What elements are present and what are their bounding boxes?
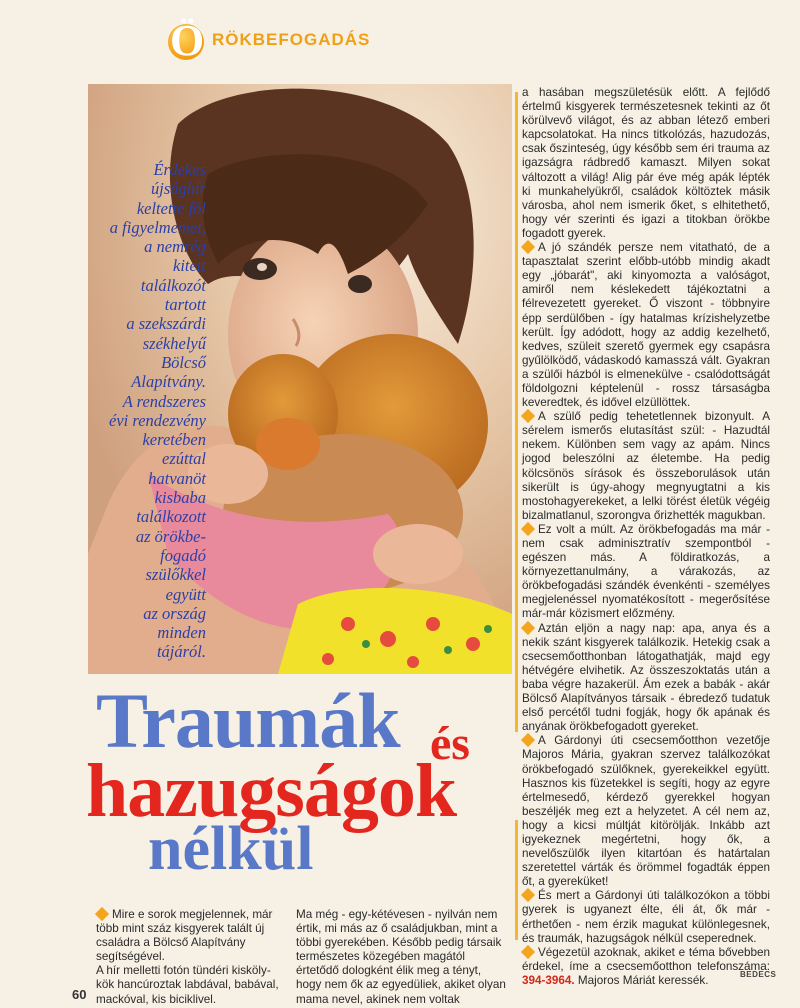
header-initial: Ö <box>170 16 205 65</box>
intro-line: Érdekes <box>153 160 206 179</box>
paragraph <box>522 410 770 523</box>
intro-line: keretében <box>142 430 206 450</box>
intro-line: találkozott <box>136 507 206 527</box>
intro-line: az ország <box>143 603 206 623</box>
intro-line: Bölcső <box>161 352 206 372</box>
paragraph-text: A jó szándék persze nem vitatható, de a tapasztalat szerint előbb-utóbb mindig akadt egy „jóbarát", aki kinyomozta a valóságot, amiről nem késlekedett tájékoztatni a félrevezetett gyereket. Ő viszont - többnyire épp serdülőben - így hatalmas krízishelyzetbe került. Így adódott, hogy az addig kezelhető, kedves, szüleit szerető gyermek egy csapásra gyűlölködő, vádaskodó kamasszá vált. Gyakran a szülői házból is elmenekülve - csalódottságát földolgozni képtelenül - rossz társaságba keveredtek, és idővel elzüllöttek. <box>522 241 770 410</box>
title-line-3: hazugságok <box>86 749 457 833</box>
intro-line: minden <box>157 623 206 643</box>
paragraph <box>522 734 770 889</box>
paragraph <box>522 622 770 735</box>
intro-line: évi rendezvény <box>109 410 206 430</box>
photo-credit: BEDECS <box>740 970 777 979</box>
intro-line: Alapítvány. <box>131 372 206 392</box>
intro-line: újsághír <box>150 179 206 199</box>
diamond-bullet-icon <box>521 409 535 423</box>
paragraph-text: Aztán eljön a nagy nap: apa, anya és a nekik szánt kisgyerek találkozik. Hetekig csak a csecsemőotthonban látogathatják, majd egy hétvégére elvihetik. Az összeszoktatás után a baba végre hazakerül. Ám ezek a babák - akár Bölcső Alapítványos társaik - ébredező tudatuk első percétől tudni fogják, hogy ők apának és anyának örökbefogadott gyereket. <box>522 621 770 734</box>
diamond-bullet-icon <box>521 240 535 254</box>
intro-line: hatvanöt <box>148 468 206 488</box>
intro-line: A rendszeres <box>122 391 206 411</box>
intro-line: találkozót <box>140 275 206 295</box>
intro-line: tájáról. <box>156 642 206 662</box>
intro-line: együtt <box>165 584 206 604</box>
paragraph-text: A Gárdonyi úti csecsemőotthon vezetője Majoros Mária, gyakran szervez találkozókat örökbefogadó szülőknek, gyerekeikkel együtt. Hasznos kis füzetekkel is segíti, hogy az egyre értelmesedő, kérdező gyerekkel hogyan beszéljék meg ezt a helyzetet. A cél nem az, hogy a kicsi múltját kitörölják. Inkább azt igyekeznek megértetni, hogy ők, a nevelőszülők ilyen kitartóan és határtalan szeretettel várták és örömmel fogadták éppen őt, a gyereküket! <box>522 734 770 889</box>
column-divider <box>515 92 518 732</box>
intro-lead-text <box>96 160 206 662</box>
paragraph-text: Ez volt a múlt. Az örökbefogadás ma már - nem csak adminisztratív szempontból - egészen más. A földiratkozás, a környezettanulmány, a várakozás, az örökbefogadási szándék évenkénti - személyes megjelenéssel nyomatékosított - megerősítése már-már közismert előzmény. <box>522 522 770 621</box>
page-number: 60 <box>72 987 87 1002</box>
paragraph-text: Végezetül azoknak, akiket e téma bővebben érdekel, íme a csecsemőotthon telefonszáma: <box>522 945 770 973</box>
intro-line: kitett <box>173 256 206 276</box>
intro-line: székhelyű <box>142 333 206 353</box>
paragraph <box>522 946 770 988</box>
bottom-middle-column <box>296 908 508 1007</box>
bottom-left-column <box>96 908 280 1007</box>
right-text-column <box>522 86 770 988</box>
diamond-bullet-icon <box>521 945 535 959</box>
title-line-2: és <box>430 717 470 770</box>
intro-line: kisbaba <box>154 488 206 508</box>
paragraph <box>522 523 770 622</box>
diamond-bullet-icon <box>521 888 535 902</box>
column-divider <box>515 820 518 940</box>
paragraph <box>522 889 770 945</box>
phone-number: 394-3964. <box>522 973 575 987</box>
intro-line: tartott <box>164 295 206 315</box>
paragraph-text: A szülő pedig tehetetlennek bizonyult. A sérelem ismerős elutasítást szül: - Hazudtál nekem. Különben sem vagy az apám. Nincs jogod beleszólni az életembe. Ha pedig kölcsönös sírások és összeborulások után sikerült is úgy-ahogy megnyugtatni a kis mostohagyerekeket, a lelki törést életük végéig bizalmatlanul, szorongva őrizhették magukban. <box>522 410 770 522</box>
diamond-bullet-icon <box>521 733 535 747</box>
title-line-4: nélkül <box>148 815 314 883</box>
intro-line: ezúttal <box>162 449 206 469</box>
intro-line: keltette föl <box>136 198 206 218</box>
intro-line: a figyelmemet, <box>109 217 206 237</box>
intro-line: szülőkkel <box>145 565 206 585</box>
diamond-bullet-icon <box>521 522 535 536</box>
paragraph-text: Majoros Máriát keressék. <box>577 973 709 987</box>
header-text: RÖKBEFOGADÁS <box>212 30 371 49</box>
diamond-bullet-icon <box>95 907 109 921</box>
paragraph: Ma még - egy-kétévesen - nyilván nem értik, mi más az ő családjukban, mint a többi gyerekében. Később pedig társaik természetes közegében magától értetődő dologként élik meg a tényt, hogy nem ők az egyedüliek, akiket olyan mama nevel, akinek nem voltak <box>296 908 506 1006</box>
paragraph-text: És mert a Gárdonyi úti találkozókon a többi gyerek is ugyanezt élte, éli át, ők már - érthetően - nem érzik magukat különlegesnek, és traumák, hazugságok nélkül cseperednek. <box>522 889 770 945</box>
title-line-1: Traumák <box>96 677 400 764</box>
intro-line: fogadó <box>160 545 206 565</box>
paragraph <box>96 908 280 964</box>
paragraph: A hír melletti fotón tündéri kiskölykök hancúroztak labdával, babával, mackóval, kis biciklivel. <box>96 964 279 1006</box>
paragraph-text: Mire e sorok megjelennek, már több mint száz kisgyerek talált új családra a Bölcső Alapítvány segítségével. <box>96 908 273 964</box>
intro-line: a szekszárdi <box>126 314 206 334</box>
intro-line: a nemrég <box>144 237 206 257</box>
paragraph <box>522 241 770 410</box>
intro-line: az örökbe- <box>135 526 206 546</box>
paragraph: a hasában megszületésük előtt. A fejlődő értelmű kisgyerek természetesnek tekinti az őt körülvevő világot, és az abban létező emberi kapcsolatokat. Ha nincs titkolózás, hazudozás, csak őszinteség, úgy később sem éri trauma az igazságra rádbredő kamaszt. Milyen sokat változott a világ! Alig pár éve még apák lépték ki munkahelyükről, családok költöztek másik városba, ahol nem ismerik őket, s elhitethető, hogy vér szerinti és igazi a titokban örökbe fogadott gyerek. <box>522 86 770 240</box>
diamond-bullet-icon <box>521 620 535 634</box>
